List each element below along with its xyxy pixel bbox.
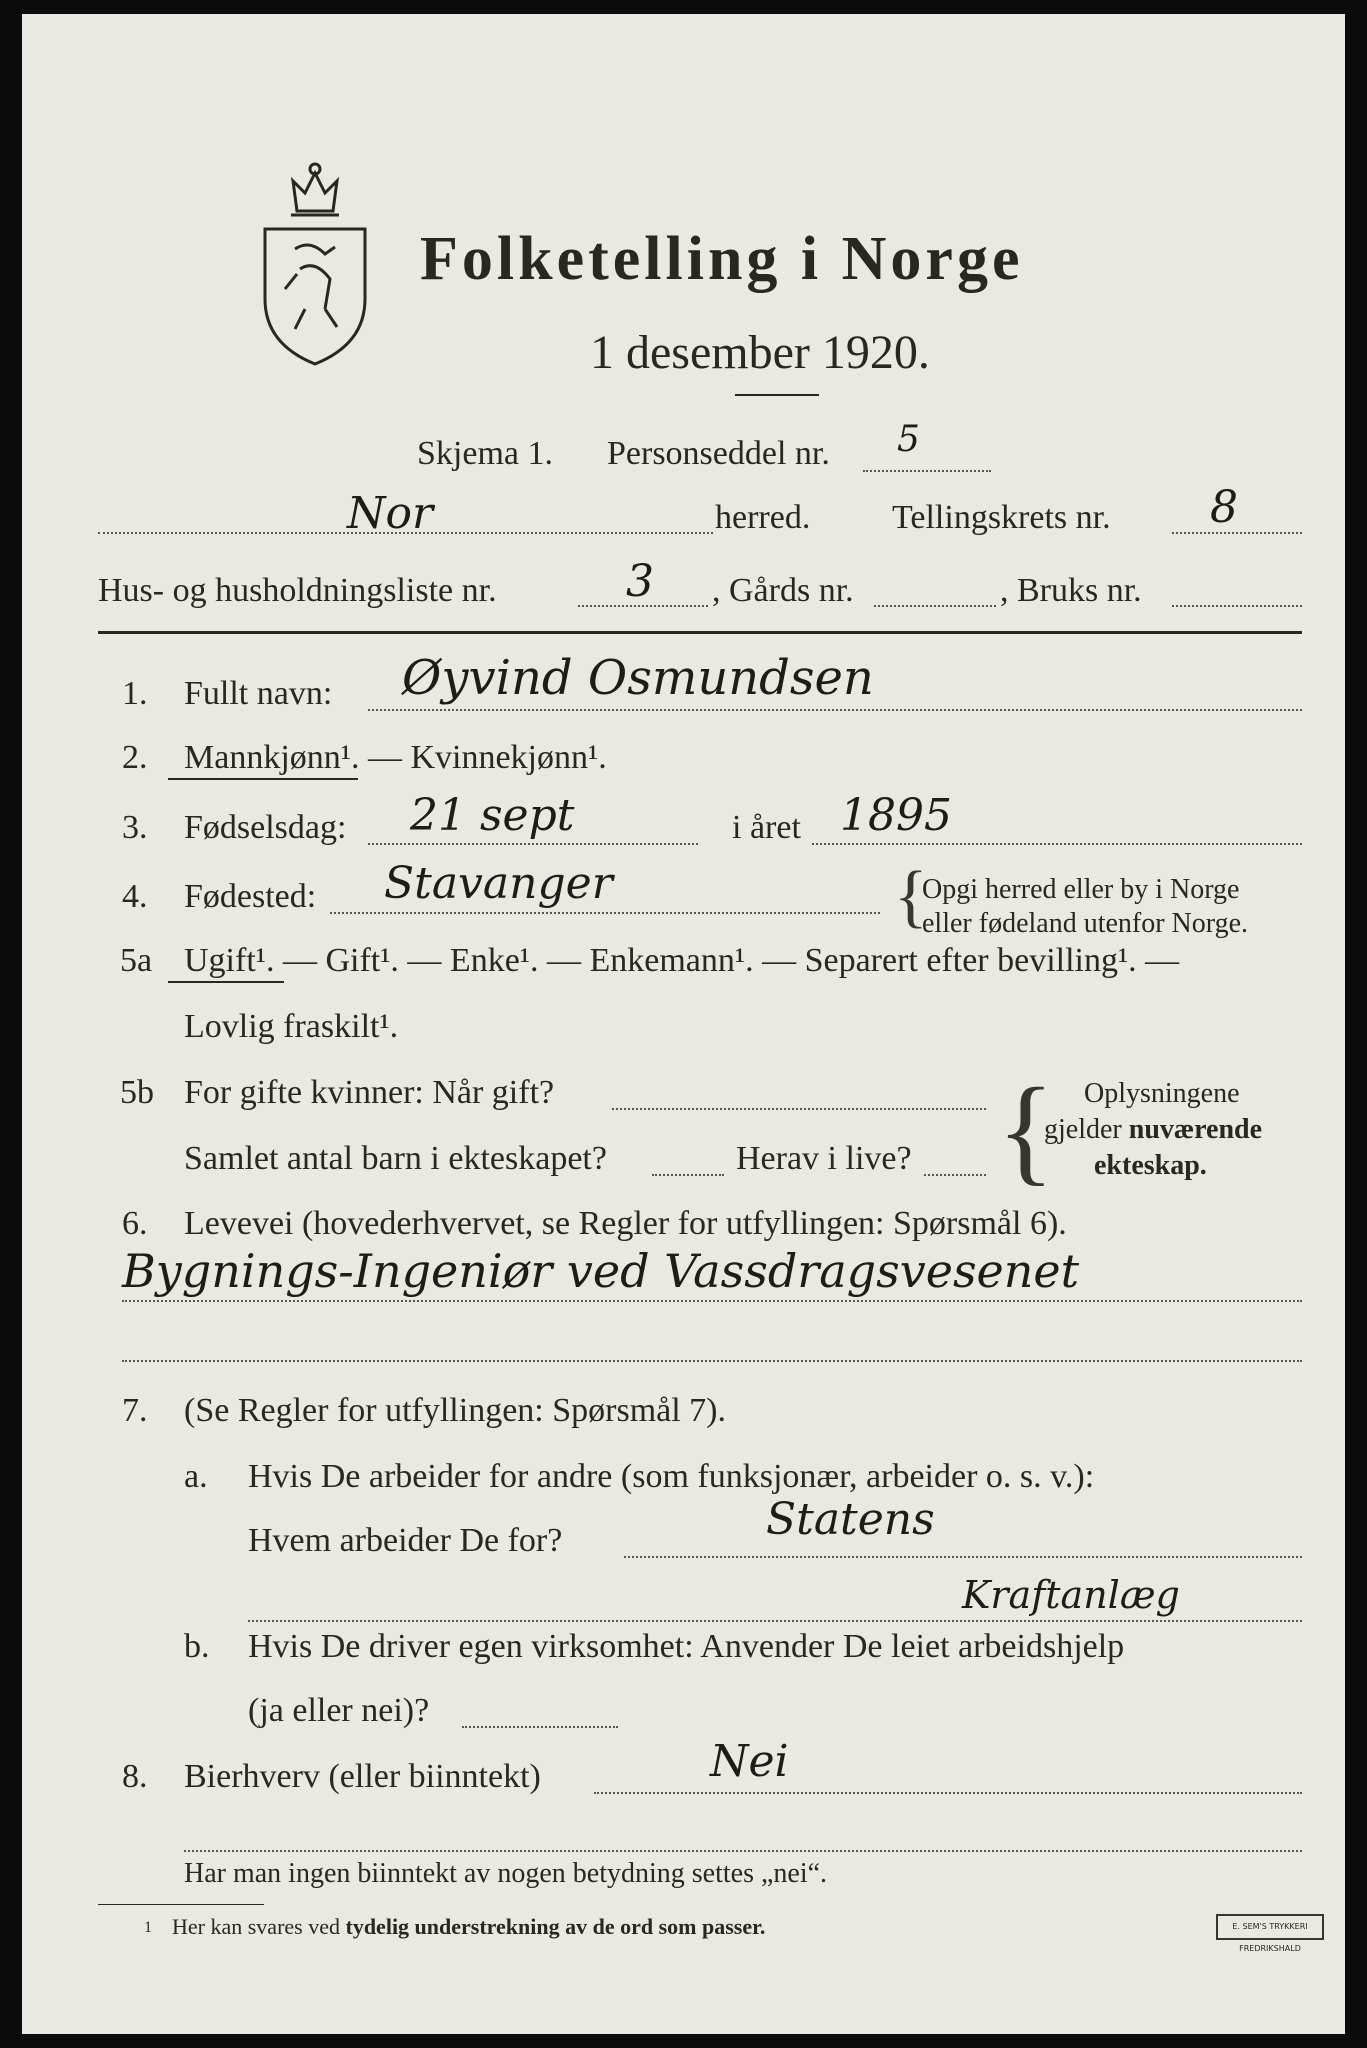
q7b-line1: Hvis De driver egen virksomhet: Anvender De leiet arbeidshjelp <box>248 1628 1125 1665</box>
footnote-text <box>172 1916 765 1938</box>
q8-value: Nei <box>710 1736 789 1787</box>
q7b-line2: (ja eller nei)? <box>248 1692 430 1729</box>
herred-value: Nor <box>347 488 434 539</box>
footnote-divider <box>98 1904 264 1905</box>
q6-line1 <box>122 1300 1302 1302</box>
bruks-label: , Bruks nr. <box>1000 572 1142 609</box>
q6-label: Levevei (hovederhvervet, se Regler for utfyllingen: Spørsmål 6). <box>184 1205 1067 1242</box>
q7a-line2: Hvem arbeider De for? <box>248 1522 563 1559</box>
q5a-number: 5a <box>120 942 153 979</box>
q7-label: (Se Regler for utfyllingen: Spørsmål 7). <box>184 1392 727 1429</box>
q5b-note-line1: Oplysningene <box>1084 1078 1240 1109</box>
q8-number: 8. <box>122 1758 148 1795</box>
q7b-line2-dots <box>462 1726 618 1728</box>
q7a-line1: Hvis De arbeider for andre (som funksjonær, arbeider o. s. v.): <box>248 1458 1095 1495</box>
husliste-label: Hus- og husholdningsliste nr. <box>98 572 497 609</box>
q4-note-brace: { <box>894 858 928 935</box>
personseddel-line <box>863 470 991 472</box>
form-date: 1 desember 1920. <box>590 326 930 379</box>
q5b-number: 5b <box>120 1074 154 1111</box>
census-form-sheet <box>22 14 1345 2034</box>
tellingskrets-label: Tellingskrets nr. <box>892 499 1111 536</box>
q5b-line2a: Samlet antal barn i ekteskapet? <box>184 1140 607 1177</box>
q5b-line1: For gifte kvinner: Når gift? <box>184 1074 555 1111</box>
q2-label: Mannkjønn¹. — Kvinnekjønn¹. <box>184 739 607 776</box>
q4-note-line1: Opgi herred eller by i Norge <box>922 874 1240 905</box>
q4-value: Stavanger <box>384 858 613 909</box>
q7a-value2: Kraftanlæg <box>962 1573 1180 1617</box>
q4-note-line2: eller fødeland utenfor Norge. <box>922 908 1249 939</box>
q3-label: Fødselsdag: <box>184 809 347 846</box>
q5b-line1-dots <box>612 1108 986 1110</box>
q7a-value: Statens <box>766 1494 935 1545</box>
q1-label: Fullt navn: <box>184 675 333 712</box>
bruks-line <box>1172 605 1302 607</box>
q1-value: Øyvind Osmundsen <box>402 650 874 706</box>
herred-label: herred. <box>715 499 811 536</box>
husliste-value: 3 <box>626 556 654 607</box>
q2-number: 2. <box>122 739 148 776</box>
q8-line <box>594 1792 1302 1794</box>
q5a-line1: Ugift¹. — Gift¹. — Enke¹. — Enkemann¹. — Separert efter bevilling¹. — <box>184 942 1180 979</box>
q6-number: 6. <box>122 1205 148 1242</box>
printer-stamp: E. SEM'S TRYKKERI FREDRIKSHALD <box>1216 1914 1324 1940</box>
q5b-note-line2 <box>1044 1116 1262 1144</box>
q6-value: Bygnings-Ingeniør ved Vassdragsvesenet <box>122 1244 1080 1298</box>
q5a-line2: Lovlig fraskilt¹. <box>184 1008 399 1045</box>
skjema-label: Skjema 1. <box>417 435 553 472</box>
q3-value: 21 sept <box>410 790 575 841</box>
q7b-number: b. <box>184 1628 210 1665</box>
footnote-text-a: Her kan svares ved <box>172 1914 346 1939</box>
q7a-line2-dots <box>624 1556 1302 1558</box>
title-divider <box>735 394 819 396</box>
gards-label: , Gårds nr. <box>712 572 854 609</box>
q3-line <box>368 843 698 845</box>
q5b-note-line2-b: nuværende <box>1128 1114 1263 1145</box>
q5b-line2b: Herav i live? <box>736 1140 912 1177</box>
q3-year-line <box>812 843 1302 845</box>
tellingskrets-value: 8 <box>1210 482 1238 533</box>
q8-label: Bierhverv (eller biinntekt) <box>184 1758 541 1795</box>
q5b-note-line2-a: gjelder <box>1044 1114 1129 1145</box>
q2-underline-mannkjonn <box>168 778 358 780</box>
q5a-underline-ugift <box>168 981 284 983</box>
q5b-note-brace: { <box>997 1063 1055 1196</box>
q6-line2 <box>122 1360 1302 1362</box>
footnote-number: 1 <box>144 1919 152 1936</box>
footnote-text-b: tydelig understrekning av de ord som passer. <box>345 1914 766 1939</box>
q1-number: 1. <box>122 675 148 712</box>
q8-line2 <box>184 1850 1302 1852</box>
q5b-line2a-dots <box>652 1174 724 1176</box>
q4-line <box>330 912 880 914</box>
q1-line <box>368 709 1302 711</box>
q3-number: 3. <box>122 809 148 846</box>
footer-note: Har man ingen biinntekt av nogen betydning settes „nei“. <box>184 1858 828 1889</box>
gards-line <box>874 605 996 607</box>
q7a-number: a. <box>184 1458 208 1495</box>
personseddel-label: Personseddel nr. <box>607 435 830 472</box>
header-divider <box>98 631 1302 634</box>
q7-number: 7. <box>122 1392 148 1429</box>
form-title: Folketelling i Norge <box>420 225 1024 293</box>
personseddel-value: 5 <box>897 419 920 460</box>
q4-label: Fødested: <box>184 878 317 915</box>
q7a-line3-dots <box>248 1620 1302 1622</box>
norwegian-lion-crest-icon <box>255 159 375 369</box>
q3-year-label: i året <box>732 809 801 846</box>
q5b-note-line3: ekteskap. <box>1094 1150 1207 1181</box>
q5b-line2b-dots <box>924 1174 986 1176</box>
q3-year-value: 1895 <box>840 790 952 841</box>
q4-number: 4. <box>122 878 148 915</box>
